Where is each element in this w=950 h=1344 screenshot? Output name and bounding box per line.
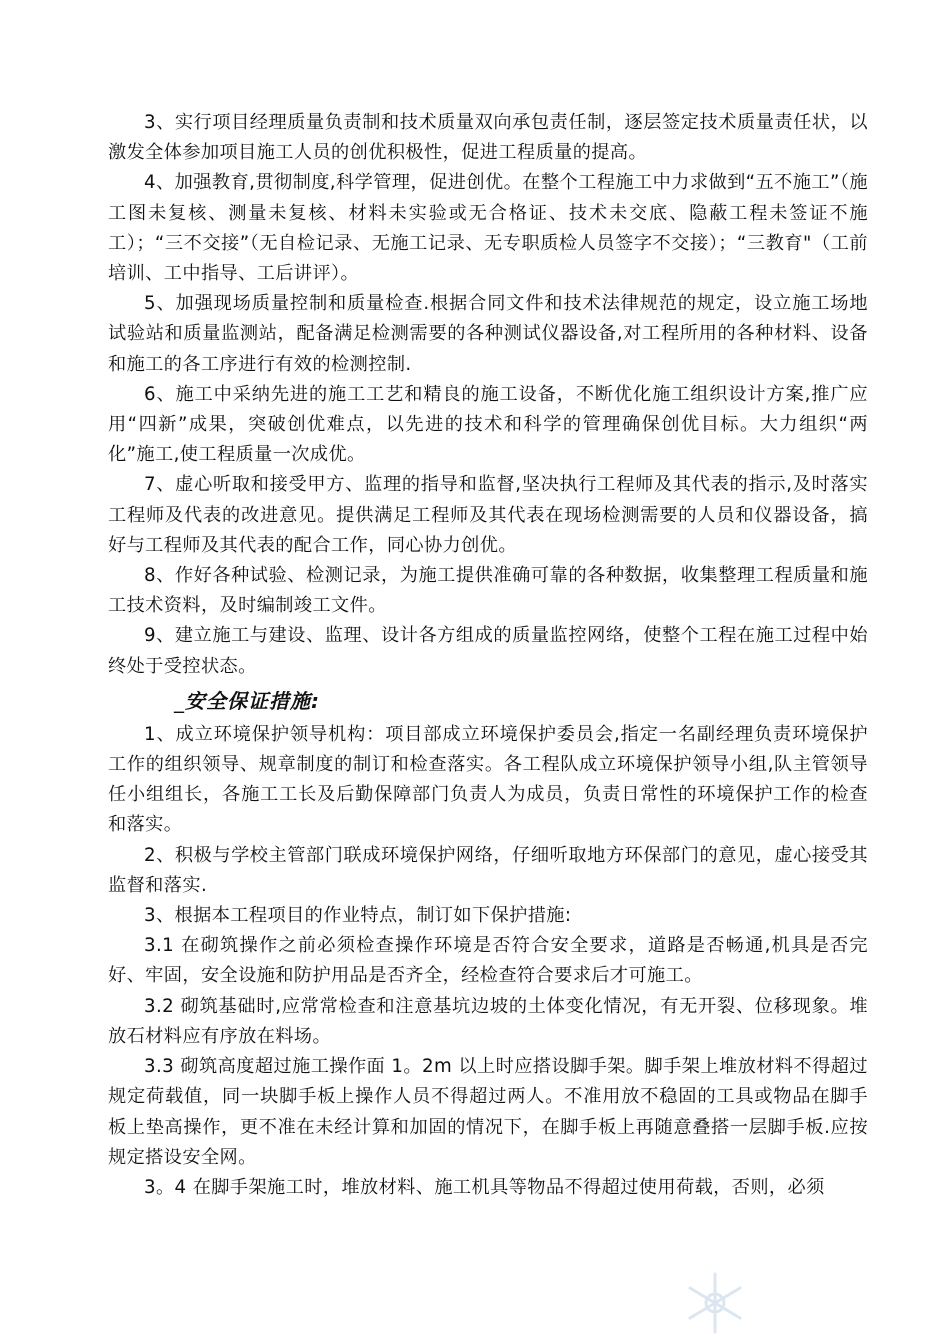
paragraph-safety-3-1: 3.1 在砌筑操作之前必须检查操作环境是否符合安全要求，道路是否畅通,机具是否完好、牢固，安全设施和防护用品是否齐全，经检查符合要求后才可施工。: [108, 935, 868, 987]
paragraph-safety-1: 1、成立环境保护领导机构：项目部成立环境保护委员会,指定一名副经理负责环境保护工作的组织领导、规章制度的制订和检查落实。各工程队成立环境保护领导小组,队主管领导任小组组长，各施工工长及后勤保障部门负责人为成员，负责日常性的环境保护工作的检查和落实。: [108, 723, 868, 836]
paragraph-safety-3-4: 3。4 在脚手架施工时，堆放材料、施工机具等物品不得超过使用荷载，否则，必须: [144, 1176, 825, 1198]
paragraph-safety-3-3: 3.3 砌筑高度超过施工操作面 1。2m 以上时应搭设脚手架。脚手架上堆放材料不得超过规定荷载值，同一块脚手板上操作人员不得超过两人。不准用放不稳固的工具或物品在脚手板上垫高操作，更不准在未经计算和加固的情况下，在脚手板上再随意叠搭一层脚手板.应按规定搭设安全网。: [108, 1056, 868, 1168]
paragraph-safety-2: 2、积极与学校主管部门联成环境保护网络，仔细听取地方环保部门的意见，虚心接受其监督和落实.: [108, 844, 868, 896]
paragraph-safety-3-2: 3.2 砌筑基础时,应常常检查和注意基坑边坡的土体变化情况，有无开裂、位移现象。堆放石材料应有序放在料场。: [108, 995, 868, 1047]
paragraph-quality-3: 3、实行项目经理质量负责制和技术质量双向承包责任制，逐层签定技术质量责任状，以激发全体参加项目施工人员的创优积极性，促进工程质量的提高。: [108, 112, 868, 164]
heading-text: 安全保证措施:: [185, 688, 320, 713]
snowflake-watermark-icon: [680, 1268, 750, 1338]
paragraph-quality-4: 4、加强教育,贯彻制度,科学管理，促进创优。在整个工程施工中力求做到“五不施工”（施工图未复核、测量未复核、材料未实验或无合格证、技术未交底、隐蔽工程未签证不施工）；“三不交接”（无自检记录、无施工记录、无专职质检人员签字不交接）；“三教育"（工前培训、工中指导、工后讲评）。: [108, 172, 868, 285]
section-heading-safety: [108, 682, 868, 720]
paragraph-quality-6: 6、施工中采纳先进的施工工艺和精良的施工设备，不断优化施工组织设计方案,推广应用“四新”成果，突破创优难点，以先进的技术和科学的管理确保创优目标。大力组织“两化”施工,使工程质量一次成优。: [108, 383, 868, 466]
paragraph-quality-7: 7、虚心听取和接受甲方、监理的指导和监督,坚决执行工程师及其代表的指示,及时落实工程师及代表的改进意见。提供满足工程师及其代表在现场检测需要的人员和仪器设备，搞好与工程师及其代表的配合工作，同心协力创优。: [108, 474, 868, 556]
paragraph-quality-5: 5、加强现场质量控制和质量检查.根据合同文件和技术法律规范的规定，设立施工场地试验站和质量监测站，配备满足检测需要的各种测试仪器设备,对工程所用的各种材料、设备和施工的各工序进行有效的检测控制.: [108, 293, 868, 375]
heading-prefix: _: [174, 688, 185, 713]
paragraph-quality-9: 9、建立施工与建设、监理、设计各方组成的质量监控网络，使整个工程在施工过程中始终处于受控状态。: [108, 625, 868, 677]
paragraph-quality-8: 8、作好各种试验、检测记录，为施工提供准确可靠的各种数据，收集整理工程质量和施工技术资料，及时编制竣工文件。: [108, 565, 868, 617]
document-page: [108, 108, 868, 1203]
paragraph-safety-3: 3、根据本工程项目的作业特点，制订如下保护措施:: [144, 905, 572, 927]
